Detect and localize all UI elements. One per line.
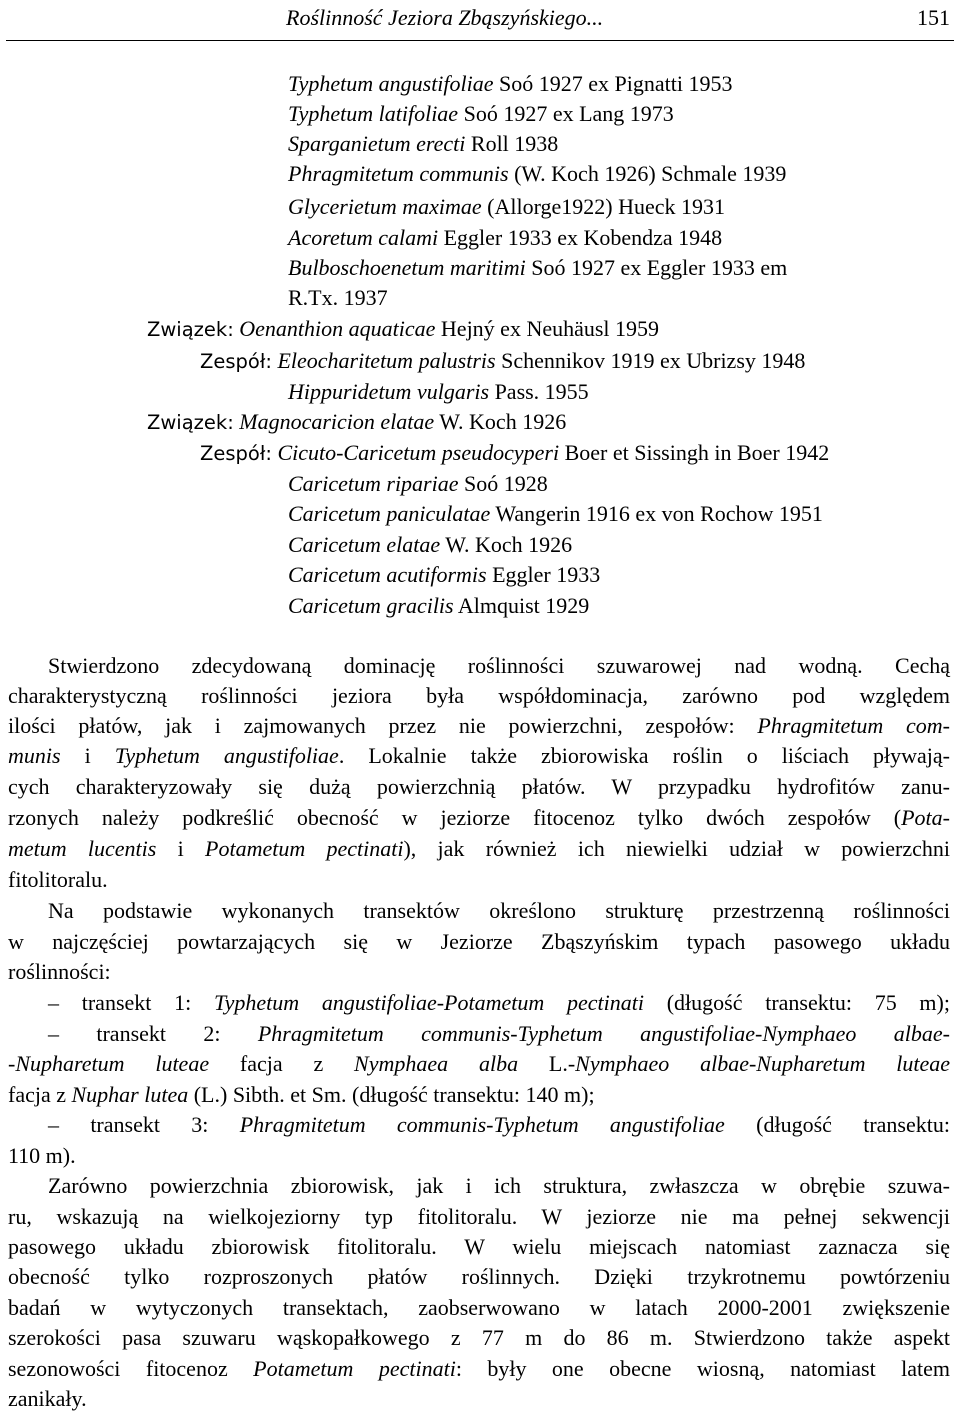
body-line: Na podstawie wykonanych transektów określono strukturę przestrzenną roślinności xyxy=(48,898,950,923)
transect-2-line: facja z Nuphar lutea (L.) Sibth. et Sm. (długość transektu: 140 m); xyxy=(8,1082,595,1107)
association-line: Zespół: Eleocharitetum palustris Schennikov 1919 ex Ubrizsy 1948 xyxy=(200,348,806,373)
syntaxon-line: Hippuridetum vulgaris Pass. 1955 xyxy=(288,379,589,404)
syntaxon-line: Typhetum latifoliae Soó 1927 ex Lang 1973 xyxy=(288,101,674,126)
syntaxon-line: Caricetum elatae W. Koch 1926 xyxy=(288,532,573,557)
syntaxon-line: Caricetum ripariae Soó 1928 xyxy=(288,471,548,496)
body-line: szerokości pasa szuwaru wąskopałkowego z 77 m do 86 m. Stwierdzono także aspekt xyxy=(8,1325,950,1350)
body-line: Stwierdzono zdecydowaną dominację roślinności szuwarowej nad wodną. Cechą xyxy=(48,653,950,678)
transect-3-line: 110 m). xyxy=(8,1143,76,1168)
body-line: badań w wytyczonych transektach, zaobserwowano w latach 2000-2001 zwiększenie xyxy=(8,1295,950,1320)
body-line: ilości płatów, jak i zajmowanych przez nie powierzchni, zespołów: Phragmitetum com- xyxy=(8,713,950,738)
body-line: fitolitoralu. xyxy=(8,867,108,892)
syntaxon-line: Bulboschoenetum maritimi Soó 1927 ex Eggler 1933 em xyxy=(288,255,788,280)
association-line: Zespół: Cicuto-Caricetum pseudocyperi Boer et Sissingh in Boer 1942 xyxy=(200,440,830,465)
syntaxon-line: Phragmitetum communis (W. Koch 1926) Schmale 1939 xyxy=(288,161,787,186)
body-line: charakterystyczną roślinności jeziora była współdominacja, zarówno pod względem xyxy=(8,683,950,708)
syntaxon-line: Caricetum paniculatae Wangerin 1916 ex von Rochow 1951 xyxy=(288,501,823,526)
body-line: obecność tylko rozproszonych płatów roślinnych. Dzięki trzykrotnemu powtórzeniu xyxy=(8,1264,950,1289)
running-title: Roślinność Jeziora Zbąszyńskiego... xyxy=(286,5,604,30)
syntaxon-line: R.Tx. 1937 xyxy=(288,285,388,310)
transect-2-line: -Nupharetum luteae facja z Nymphaea alba L.-Nymphaeo albae-Nupharetum luteae xyxy=(8,1051,951,1076)
body-line: ru, wskazują na wielkojeziorny typ fitolitoralu. W jeziorze nie ma pełnej sekwencji xyxy=(8,1204,950,1229)
syntaxon-line: Sparganietum erecti Roll 1938 xyxy=(288,131,559,156)
body-line: Zarówno powierzchnia zbiorowisk, jak i ich struktura, zwłaszcza w obrębie szuwa- xyxy=(48,1173,950,1198)
transect-2-line: – transekt 2: Phragmitetum communis-Typhetum angustifoliae-Nymphaeo albae- xyxy=(48,1021,950,1046)
transect-1-line: – transekt 1: Typhetum angustifoliae-Potametum pectinati (długość transektu: 75 m); xyxy=(48,990,950,1015)
syntaxon-line: Glycerietum maximae (Allorge1922) Hueck 1931 xyxy=(288,194,726,219)
body-line: cych charakteryzowały się dużą powierzchnią płatów. W przypadku hydrofitów zanu- xyxy=(8,774,950,799)
syntaxon-line: Caricetum acutiformis Eggler 1933 xyxy=(288,562,601,587)
body-line: metum lucentis i Potametum pectinati), jak również ich niewielki udział w powierzchni xyxy=(8,836,950,861)
body-line: roślinności: xyxy=(8,959,111,984)
alliance-line: Związek: Oenanthion aquaticae Hejný ex Neuhäusl 1959 xyxy=(147,316,660,341)
syntaxon-line: Typhetum angustifoliae Soó 1927 ex Pignatti 1953 xyxy=(288,71,733,96)
body-line: sezonowości fitocenoz Potametum pectinati: były one obecne wiosną, natomiast latem xyxy=(8,1356,951,1381)
page-header xyxy=(6,0,954,41)
body-line: rzonych należy podkreślić obecność w jeziorze fitocenoz tylko dwóch zespołów (Pota- xyxy=(8,805,950,830)
syntaxon-line: Acoretum calami Eggler 1933 ex Kobendza 1948 xyxy=(288,225,723,250)
body-line: pasowego układu zbiorowisk fitolitoralu. W wielu miejscach natomiast zaznacza się xyxy=(8,1234,950,1259)
page-number: 151 xyxy=(917,5,950,30)
alliance-line: Związek: Magnocaricion elatae W. Koch 1926 xyxy=(147,409,567,434)
transect-3-line: – transekt 3: Phragmitetum communis-Typhetum angustifoliae (długość transektu: xyxy=(48,1112,950,1137)
syntaxon-line: Caricetum gracilis Almquist 1929 xyxy=(288,593,590,618)
body-line: w najczęściej powtarzających się w Jeziorze Zbąszyńskim typach pasowego układu xyxy=(8,929,950,954)
body-line: munis i Typhetum angustifoliae. Lokalnie także zbiorowiska roślin o liściach pływają- xyxy=(8,743,950,768)
body-line: zanikały. xyxy=(8,1386,87,1411)
